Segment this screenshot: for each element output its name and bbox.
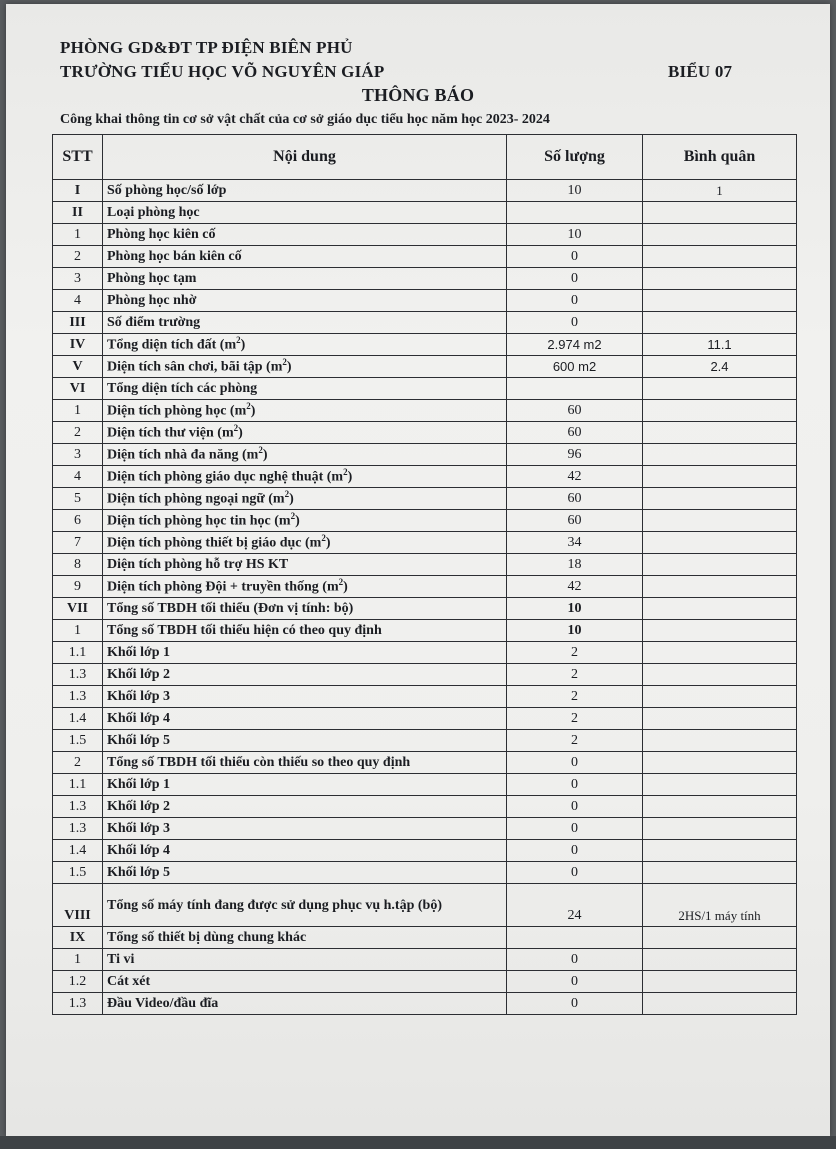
cell-average [643,796,797,818]
table-row [53,862,797,884]
cell-average [643,246,797,268]
cell-content-text: Tổng diện tích đất (m [107,337,237,353]
cell-stt: 1.4 [53,840,103,862]
column-header-content: Nội dung [103,135,507,180]
cell-content-tail: ) [325,535,331,551]
table-row [53,268,797,290]
cell-content-text: Khối lớp 3 [107,688,170,704]
cell-content-text: Loại phòng học [107,204,200,220]
cell-stt: 1.5 [53,862,103,884]
unit-superscript: 2 [233,423,239,434]
cell-stt: 2 [53,246,103,268]
cell-stt: 1.3 [53,686,103,708]
cell-average [643,949,797,971]
cell-content-text: Khối lớp 2 [107,666,170,682]
cell-content-tail: ) [240,337,246,353]
cell-content [103,598,507,620]
cell-content [103,488,507,510]
cell-average [643,312,797,334]
cell-stt: 1 [53,400,103,422]
table-row [53,422,797,444]
cell-quantity: 10 [507,620,643,642]
department-name: PHÒNG GD&ĐT TP ĐIỆN BIÊN PHỦ [60,38,353,57]
cell-stt: 1 [53,620,103,642]
table-row [53,774,797,796]
cell-content [103,884,507,927]
table-row [53,818,797,840]
table-row [53,202,797,224]
cell-stt: 1.2 [53,971,103,993]
table-row [53,224,797,246]
cell-average [643,840,797,862]
cell-content-text: Khối lớp 4 [107,842,170,858]
cell-quantity: 10 [507,180,643,202]
cell-content-text: Phòng học tạm [107,270,197,286]
cell-stt: 7 [53,532,103,554]
cell-quantity: 34 [507,532,643,554]
cell-average [643,686,797,708]
cell-average: 1 [643,180,797,202]
cell-stt: V [53,356,103,378]
table-row [53,400,797,422]
table-row [53,752,797,774]
cell-average [643,400,797,422]
cell-average: 11.1 [643,334,797,356]
cell-stt: 4 [53,290,103,312]
cell-content [103,971,507,993]
cell-content-text: Tổng số máy tính đang được sử dụng phục vụ h.tập (bộ) [107,897,442,913]
cell-content [103,949,507,971]
cell-content-text: Phòng học bán kiên cố [107,248,242,264]
cell-content [103,202,507,224]
cell-quantity: 0 [507,840,643,862]
cell-content [103,664,507,686]
table-row [53,642,797,664]
cell-content-text: Khối lớp 3 [107,820,170,836]
table-row [53,664,797,686]
cell-content-text: Diện tích phòng học tin học (m [107,513,291,529]
cell-content [103,840,507,862]
cell-content-tail: ) [262,447,268,463]
cell-quantity: 0 [507,862,643,884]
cell-quantity: 0 [507,993,643,1015]
cell-content [103,356,507,378]
table-body [53,180,797,1015]
cell-content [103,642,507,664]
cell-content [103,334,507,356]
unit-superscript: 2 [284,489,290,500]
cell-quantity: 0 [507,246,643,268]
background-surface [0,1136,836,1149]
cell-quantity: 0 [507,818,643,840]
cell-content-tail: ) [289,491,294,507]
cell-content-text: Khối lớp 1 [107,644,170,660]
table-row [53,180,797,202]
table-row [53,334,797,356]
cell-content [103,620,507,642]
cell-quantity: 0 [507,971,643,993]
cell-content-text: Tổng số TBDH tối thiểu hiện có theo quy định [107,622,382,638]
cell-content [103,180,507,202]
cell-average [643,752,797,774]
cell-quantity: 0 [507,268,643,290]
unit-superscript: 2 [290,511,296,522]
unit-superscript: 2 [282,357,287,368]
table-row [53,993,797,1015]
cell-content [103,268,507,290]
cell-content [103,752,507,774]
cell-content-text: Khối lớp 5 [107,864,170,880]
cell-stt: 8 [53,554,103,576]
table-row [53,466,797,488]
cell-average [643,532,797,554]
table-row [53,356,797,378]
cell-content [103,796,507,818]
cell-content-text: Khối lớp 1 [107,776,170,792]
cell-quantity: 42 [507,466,643,488]
document-title: THÔNG BÁO [361,85,475,105]
cell-quantity: 2 [507,664,643,686]
cell-quantity: 2 [507,642,643,664]
cell-quantity: 60 [507,422,643,444]
table-row [53,598,797,620]
cell-content-text: Tổng số TBDH tối thiểu (Đơn vị tính: bộ) [107,600,354,616]
cell-average [643,598,797,620]
cell-average: 2HS/1 máy tính [643,884,797,927]
cell-quantity: 2 [507,730,643,752]
cell-stt: VIII [53,884,103,927]
cell-stt: 1.3 [53,664,103,686]
cell-content [103,862,507,884]
school-name: TRƯỜNG TIỂU HỌC VÕ NGUYÊN GIÁP [60,62,385,81]
cell-average [643,466,797,488]
cell-stt: 1 [53,224,103,246]
cell-average [643,422,797,444]
cell-quantity: 18 [507,554,643,576]
cell-content-text: Số điểm trường [107,314,201,330]
cell-average [643,818,797,840]
cell-average [643,971,797,993]
table-row [53,444,797,466]
column-header-average: Bình quân [643,135,797,180]
table-row [53,949,797,971]
cell-content [103,818,507,840]
cell-content [103,576,507,598]
cell-content [103,400,507,422]
cell-content-tail: ) [238,425,243,441]
cell-average [643,290,797,312]
cell-content [103,686,507,708]
cell-content-text: Phòng học kiên cố [107,226,216,242]
cell-average: 2.4 [643,356,797,378]
table-row [53,290,797,312]
column-header-quantity: Số lượng [507,135,643,180]
unit-superscript: 2 [258,445,263,456]
cell-content [103,224,507,246]
cell-content [103,730,507,752]
cell-quantity: 0 [507,312,643,334]
cell-content-text: Diện tích thư viện (m [107,425,234,441]
cell-average [643,224,797,246]
cell-quantity: 10 [507,224,643,246]
cell-quantity [507,202,643,224]
cell-average [643,554,797,576]
cell-content [103,554,507,576]
cell-content [103,246,507,268]
table-row [53,971,797,993]
table-row [53,796,797,818]
cell-content [103,290,507,312]
cell-stt: VI [53,378,103,400]
cell-stt: VII [53,598,103,620]
cell-average [643,378,797,400]
cell-average [643,730,797,752]
cell-stt: 5 [53,488,103,510]
unit-superscript: 2 [338,577,344,588]
cell-content-text: Diện tích sân chơi, bãi tập (m [107,359,283,375]
table-row [53,730,797,752]
table-row [53,378,797,400]
cell-content-text: Tổng diện tích các phòng [107,380,258,396]
table-row [53,884,797,927]
cell-content [103,708,507,730]
cell-content [103,378,507,400]
cell-content-tail: ) [250,403,256,419]
cell-content [103,422,507,444]
cell-content-tail: ) [347,469,353,485]
cell-content-tail: ) [343,579,348,595]
cell-stt: 1.4 [53,708,103,730]
cell-content-text: Diện tích phòng học (m [107,403,247,419]
cell-content-text: Đầu Video/đầu đĩa [107,995,219,1011]
cell-stt: 1.1 [53,642,103,664]
cell-quantity [507,378,643,400]
table-row [53,488,797,510]
cell-content-text: Ti vi [107,951,135,967]
cell-stt: 1.1 [53,774,103,796]
cell-quantity: 2 [507,686,643,708]
cell-content [103,444,507,466]
cell-content-text: Diện tích phòng thiết bị giáo dục (m [107,535,322,551]
document-subtitle: Công khai thông tin cơ sở vật chất của cơ sở giáo dục tiểu học năm học 2023- 2024 [60,112,550,127]
table-row [53,532,797,554]
cell-average [643,862,797,884]
cell-stt: IV [53,334,103,356]
cell-content-text: Diện tích nhà đa năng (m [107,447,259,463]
cell-stt: 1.5 [53,730,103,752]
cell-stt: 1.3 [53,818,103,840]
cell-average [643,774,797,796]
cell-stt: 2 [53,422,103,444]
table-row [53,686,797,708]
cell-content-text: Diện tích phòng Đội + truyền thống (m [107,579,339,595]
cell-stt: II [53,202,103,224]
cell-average [643,202,797,224]
cell-stt: 3 [53,444,103,466]
cell-stt: 1 [53,949,103,971]
cell-stt: 1.3 [53,993,103,1015]
table-row [53,246,797,268]
table-row [53,576,797,598]
cell-quantity: 60 [507,510,643,532]
cell-stt: 2 [53,752,103,774]
cell-quantity: 60 [507,488,643,510]
table-row [53,620,797,642]
cell-quantity: 0 [507,752,643,774]
cell-stt: III [53,312,103,334]
cell-stt: 3 [53,268,103,290]
cell-content-tail: ) [286,359,292,375]
cell-quantity: 0 [507,290,643,312]
cell-content-text: Cát xét [107,973,151,989]
unit-superscript: 2 [343,467,348,478]
cell-average [643,268,797,290]
cell-content-text: Khối lớp 4 [107,710,170,726]
form-code: BIỂU 07 [668,62,733,81]
cell-stt: 1.3 [53,796,103,818]
cell-quantity: 2 [507,708,643,730]
cell-average [643,708,797,730]
cell-average [643,642,797,664]
cell-content-text: Khối lớp 5 [107,732,170,748]
cell-content-text: Diện tích phòng hỗ trợ HS KT [107,556,289,572]
cell-content-text: Phòng học nhờ [107,292,197,308]
cell-content [103,532,507,554]
cell-content-text: Khối lớp 2 [107,798,170,814]
cell-content [103,312,507,334]
facilities-table [52,134,797,1015]
cell-content-text: Số phòng học/số lớp [107,182,227,198]
cell-content [103,927,507,949]
table-header-row [53,135,797,180]
cell-content [103,510,507,532]
table-row [53,510,797,532]
cell-quantity: 0 [507,774,643,796]
cell-content [103,466,507,488]
table-row [53,840,797,862]
cell-average [643,576,797,598]
unit-superscript: 2 [236,335,241,346]
cell-content [103,993,507,1015]
cell-quantity: 600 m2 [507,356,643,378]
cell-average [643,664,797,686]
cell-quantity: 24 [507,884,643,927]
cell-quantity: 42 [507,576,643,598]
column-header-stt: STT [53,135,103,180]
cell-quantity: 96 [507,444,643,466]
cell-content-tail: ) [295,513,300,529]
cell-content-text: Diện tích phòng ngoại ngữ (m [107,491,285,507]
cell-stt: 6 [53,510,103,532]
cell-average [643,927,797,949]
cell-average [643,488,797,510]
cell-average [643,620,797,642]
cell-stt: I [53,180,103,202]
cell-average [643,993,797,1015]
cell-quantity: 0 [507,796,643,818]
table-row [53,708,797,730]
cell-quantity: 0 [507,949,643,971]
cell-quantity [507,927,643,949]
cell-stt: IX [53,927,103,949]
cell-stt: 9 [53,576,103,598]
unit-superscript: 2 [246,401,251,412]
cell-quantity: 2.974 m2 [507,334,643,356]
unit-superscript: 2 [321,533,326,544]
cell-content-text: Diện tích phòng giáo dục nghệ thuật (m [107,469,344,485]
cell-quantity: 10 [507,598,643,620]
cell-content [103,774,507,796]
cell-stt: 4 [53,466,103,488]
table-row [53,312,797,334]
cell-average [643,510,797,532]
cell-content-text: Tổng số thiết bị dùng chung khác [107,929,307,945]
cell-quantity: 60 [507,400,643,422]
table-row [53,554,797,576]
cell-average [643,444,797,466]
cell-content-text: Tổng số TBDH tối thiểu còn thiếu so theo quy định [107,754,411,770]
table-row [53,927,797,949]
